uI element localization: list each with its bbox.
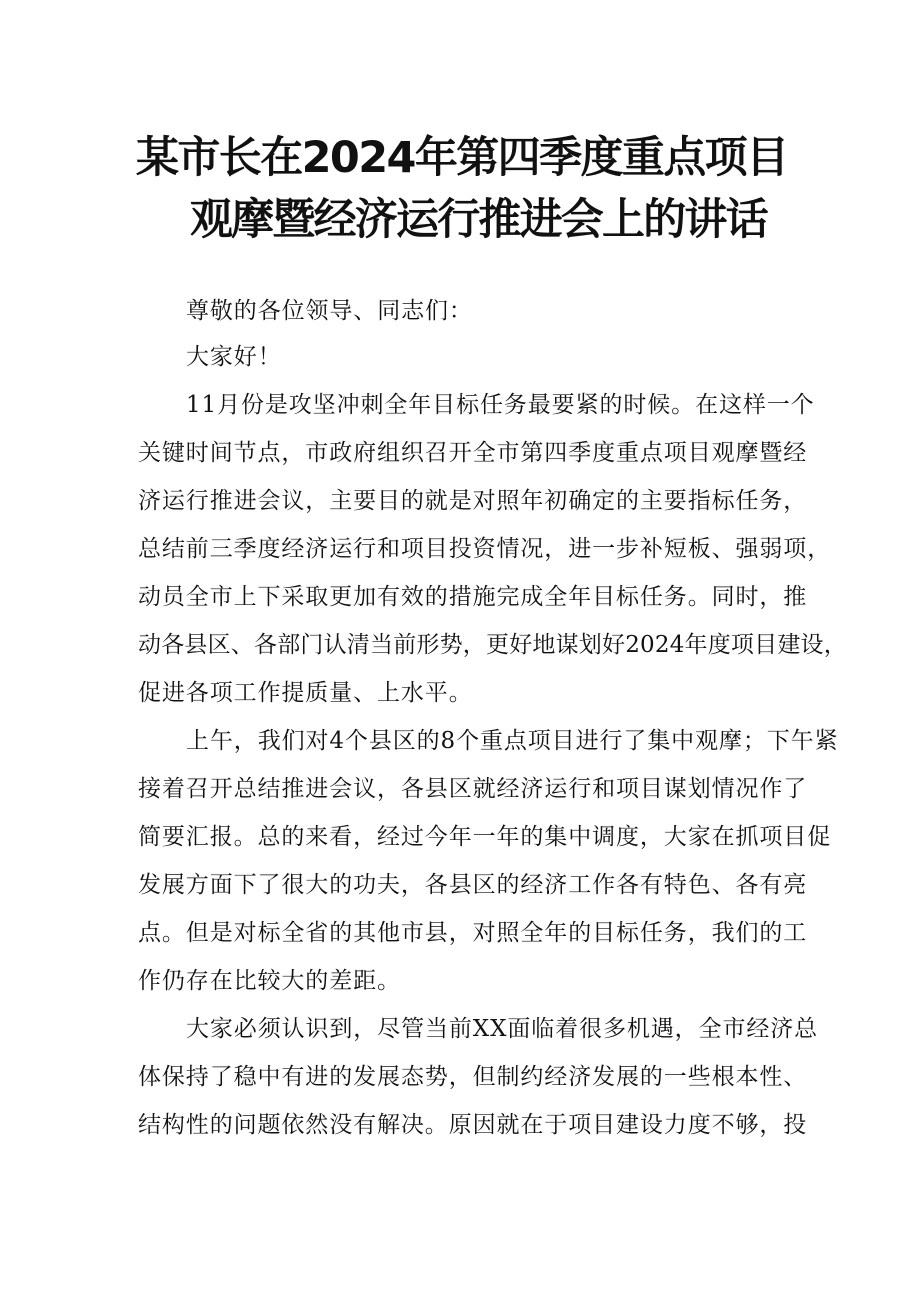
paragraph-2-line-5: 点。但是对标全省的其他市县，对照全年的目标任务，我们的工 [138,920,808,946]
paragraph-1-line-6: 动各县区、各部门认清当前形势，更好地谋划好2024年度项目建设， [138,632,847,658]
paragraph-1-line-2: 关键时间节点，市政府组织召开全市第四季度重点项目观摩暨经 [138,440,808,466]
paragraph-2-line-1: 上午，我们对4个县区的8个重点项目进行了集中观摩；下午紧 [186,728,839,754]
paragraph-3-line-3: 结构性的问题依然没有解决。原因就在于项目建设力度不够，投 [138,1112,808,1138]
paragraph-2-line-6: 作仍存在比较大的差距。 [138,968,401,994]
paragraph-3-line-1: 大家必须认识到，尽管当前XX面临着很多机遇，全市经济总 [186,1016,819,1042]
salutation: 尊敬的各位领导、同志们： [186,298,473,324]
paragraph-2-line-2: 接着召开总结推进会议，各县区就经济运行和项目谋划情况作了 [138,776,808,802]
paragraph-1-line-5: 动员全市上下采取更加有效的措施完成全年目标任务。同时，推 [138,584,808,610]
paragraph-2-line-3: 简要汇报。总的来看，经过今年一年的集中调度，大家在抓项目促 [138,824,832,850]
paragraph-1-line-1: 11月份是攻坚冲刺全年目标任务最要紧的时候。在这样一个 [186,392,815,418]
document-title-line-2: 观摩暨经济运行推进会上的讲话 [190,195,767,245]
paragraph-2-line-4: 发展方面下了很大的功夫，各县区的经济工作各有特色、各有亮 [138,872,808,898]
greeting: 大家好！ [186,344,282,370]
document-title-line-1: 某市长在2024年第四季度重点项目 [136,133,788,183]
paragraph-1-line-7: 促进各项工作提质量、上水平。 [138,680,473,706]
paragraph-1-line-4: 总结前三季度经济运行和项目投资情况，进一步补短板、强弱项， [138,536,832,562]
paragraph-1-line-3: 济运行推进会议，主要目的就是对照年初确定的主要指标任务， [138,488,808,514]
paragraph-3-line-2: 体保持了稳中有进的发展态势，但制约经济发展的一些根本性、 [138,1064,808,1090]
